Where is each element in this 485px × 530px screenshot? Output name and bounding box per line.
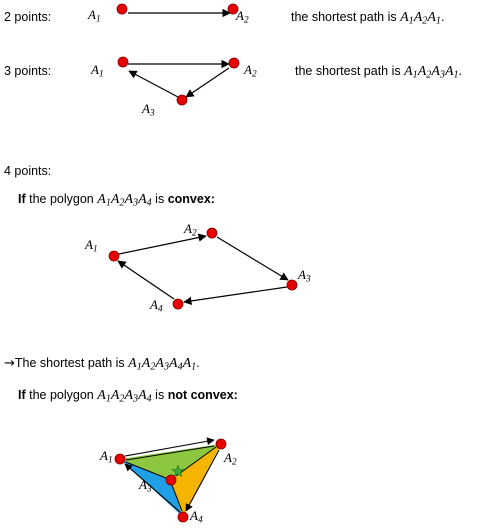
- point-a1: [109, 251, 119, 261]
- label-a4: $A_4$: [190, 508, 203, 526]
- if-word: If: [18, 388, 26, 402]
- edge-a1-a2: [119, 236, 206, 254]
- edge-a3-a1: [129, 71, 178, 97]
- label-a2: $A_2$: [244, 62, 257, 80]
- edge-a4-a1: [118, 261, 174, 299]
- result-suffix: .: [440, 10, 445, 24]
- two-points-label: 2 points:: [4, 10, 52, 24]
- the-polygon-text: the polygon: [29, 388, 94, 402]
- point-a4: [178, 512, 188, 522]
- is-word: is: [155, 388, 165, 402]
- polygon-name: $A_1A_2A_3A_4$: [97, 388, 152, 405]
- polygon-name: $A_1A_2A_3A_4$: [97, 192, 152, 209]
- point-a2: [216, 439, 226, 449]
- point-a3: [177, 95, 187, 105]
- edge-a2-a3: [186, 68, 229, 97]
- result-path: $A_1A_2A_1$: [400, 10, 441, 27]
- nonconvex-condition: not convex:: [167, 388, 238, 402]
- conclusion-suffix: .: [196, 356, 200, 370]
- label-a1: $A_1$: [88, 7, 101, 25]
- label-a1: $A_1$: [85, 237, 98, 255]
- conclusion-prefix: The shortest path is: [14, 356, 125, 370]
- four-points-label: 4 points:: [4, 164, 52, 178]
- three-points-label: 3 points:: [4, 64, 52, 78]
- point-a3: [287, 280, 297, 290]
- the-polygon-text: the polygon: [29, 192, 94, 206]
- convex-condition: convex:: [167, 192, 215, 206]
- if-word: If: [18, 192, 26, 206]
- diagram-four-points-convex: [109, 228, 297, 309]
- result-prefix: the shortest path is: [291, 10, 397, 24]
- edge-a3-a4: [184, 287, 287, 302]
- diagram-three-points: [118, 57, 239, 105]
- label-a3: $A_3$: [142, 101, 155, 119]
- right-arrow-icon: →: [4, 356, 15, 371]
- label-a3: $A_3$: [298, 267, 311, 285]
- label-a2: $A_2$: [184, 221, 197, 239]
- result-path: $A_1A_2A_3A_1$: [404, 64, 459, 81]
- point-a4: [173, 299, 183, 309]
- point-a1: [117, 4, 127, 14]
- label-a1: $A_1$: [100, 448, 113, 466]
- is-word: is: [155, 192, 165, 206]
- edge-a2-a3: [217, 237, 288, 280]
- label-a1: $A_1$: [91, 62, 104, 80]
- label-a3: $A_3$: [139, 477, 152, 495]
- result-suffix: .: [458, 64, 463, 78]
- result-prefix: the shortest path is: [295, 64, 401, 78]
- point-a3: [166, 475, 176, 485]
- diagram-two-points: [117, 4, 238, 14]
- diagram-four-points-nonconvex: [115, 439, 226, 526]
- conclusion-path: $A_1A_2A_3A_4A_1$: [128, 356, 197, 373]
- label-a2: $A_2$: [236, 8, 249, 26]
- label-a4: $A_4$: [150, 297, 163, 315]
- point-a2: [229, 58, 239, 68]
- point-a2: [207, 228, 217, 238]
- point-a1: [115, 454, 125, 464]
- point-a1: [118, 57, 128, 67]
- label-a2: $A_2$: [224, 450, 237, 468]
